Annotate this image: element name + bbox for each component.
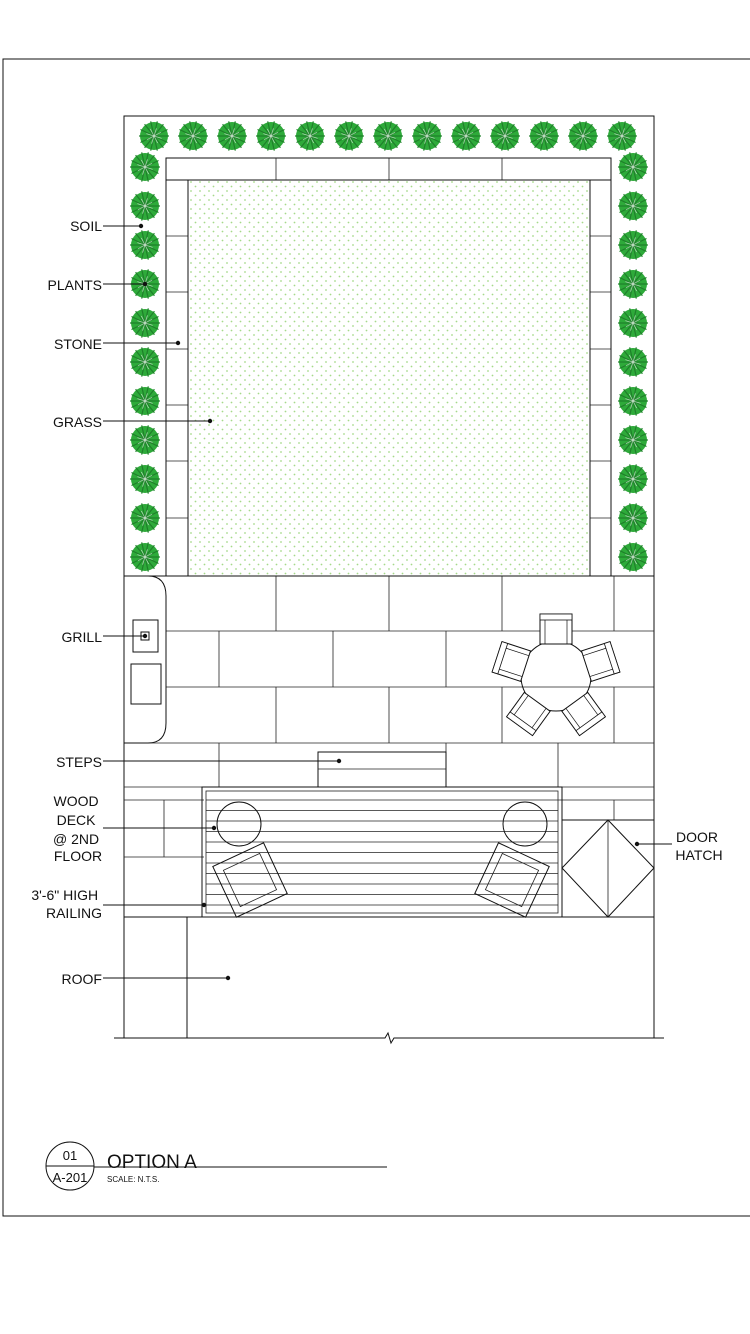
plant-icon [451, 121, 481, 150]
patio-table-set [492, 614, 620, 736]
plant-icon [618, 152, 648, 181]
label-door-hatch-line: HATCH [675, 847, 723, 863]
detail-number: 01 [62, 1148, 78, 1163]
label-soil: SOIL [70, 218, 102, 234]
plant-icon [618, 386, 648, 415]
patio-chair [540, 614, 572, 644]
label-wood-deck-line: @ 2ND [53, 831, 100, 847]
plant-icon [568, 121, 598, 150]
patio-chair [492, 642, 530, 682]
plant-icon [130, 152, 160, 181]
plant-icon [618, 230, 648, 259]
label-wood-deck-line: WOOD [53, 793, 99, 809]
plant-icon [618, 503, 648, 532]
plant-icon [412, 121, 442, 150]
label-railing-line: 3'-6" HIGH [31, 887, 99, 903]
wood-deck [202, 787, 562, 917]
label-grill: GRILL [61, 629, 102, 645]
label-stone: STONE [54, 336, 102, 352]
plant-icon [130, 308, 160, 337]
patio-chair [581, 642, 619, 682]
plant-icon [256, 121, 286, 150]
label-wood-deck-line: FLOOR [53, 848, 103, 864]
deck-planter-left [217, 802, 261, 846]
plant-icon [178, 121, 208, 150]
label-wood-deck-line: DECK [56, 812, 96, 828]
plant-icon [618, 425, 648, 454]
plant-icon [130, 347, 160, 376]
plant-icon [618, 191, 648, 220]
plant-icon [373, 121, 403, 150]
plant-icon [130, 503, 160, 532]
roof [114, 917, 664, 1043]
plant-icon [130, 464, 160, 493]
plant-icon [130, 542, 160, 571]
deck-chair-right [475, 843, 549, 917]
plant-icon [607, 121, 637, 150]
plant-icon [618, 308, 648, 337]
label-grass: GRASS [52, 414, 102, 430]
label-door-hatch-line: DOOR [676, 829, 719, 845]
plant-icon [618, 347, 648, 376]
label-roof: ROOF [61, 971, 102, 987]
plant-icon [130, 386, 160, 415]
plant-icon [130, 425, 160, 454]
plant-icon [130, 191, 160, 220]
plant-icon [618, 269, 648, 298]
plant-icon [618, 542, 648, 571]
label-wood-deck [53, 793, 103, 864]
door-hatch [562, 820, 654, 917]
patio-chair [562, 692, 606, 735]
plant-icon [130, 230, 160, 259]
plant-icon [217, 121, 247, 150]
steps [318, 752, 446, 787]
plant-icon [529, 121, 559, 150]
plant-icon [295, 121, 325, 150]
plant-icon [618, 464, 648, 493]
grass-area [188, 180, 590, 576]
label-door-hatch [675, 829, 722, 863]
patio-paving [124, 576, 654, 1038]
deck-chair-left [213, 843, 287, 917]
plant-icon [490, 121, 520, 150]
drawing-scale: SCALE: N.T.S. [107, 1175, 160, 1184]
label-railing-line: RAILING [45, 905, 102, 921]
plant-icon [139, 121, 169, 150]
patio-chair [507, 692, 551, 735]
label-plants: PLANTS [47, 277, 102, 293]
label-steps: STEPS [56, 754, 102, 770]
label-railing [31, 887, 102, 921]
drawing-title: OPTION A [107, 1152, 197, 1173]
sheet-number: A-201 [52, 1170, 88, 1185]
deck-planter-right [503, 802, 547, 846]
plant-icon [334, 121, 364, 150]
grill [124, 576, 166, 743]
drawing-title-block [46, 1142, 387, 1190]
